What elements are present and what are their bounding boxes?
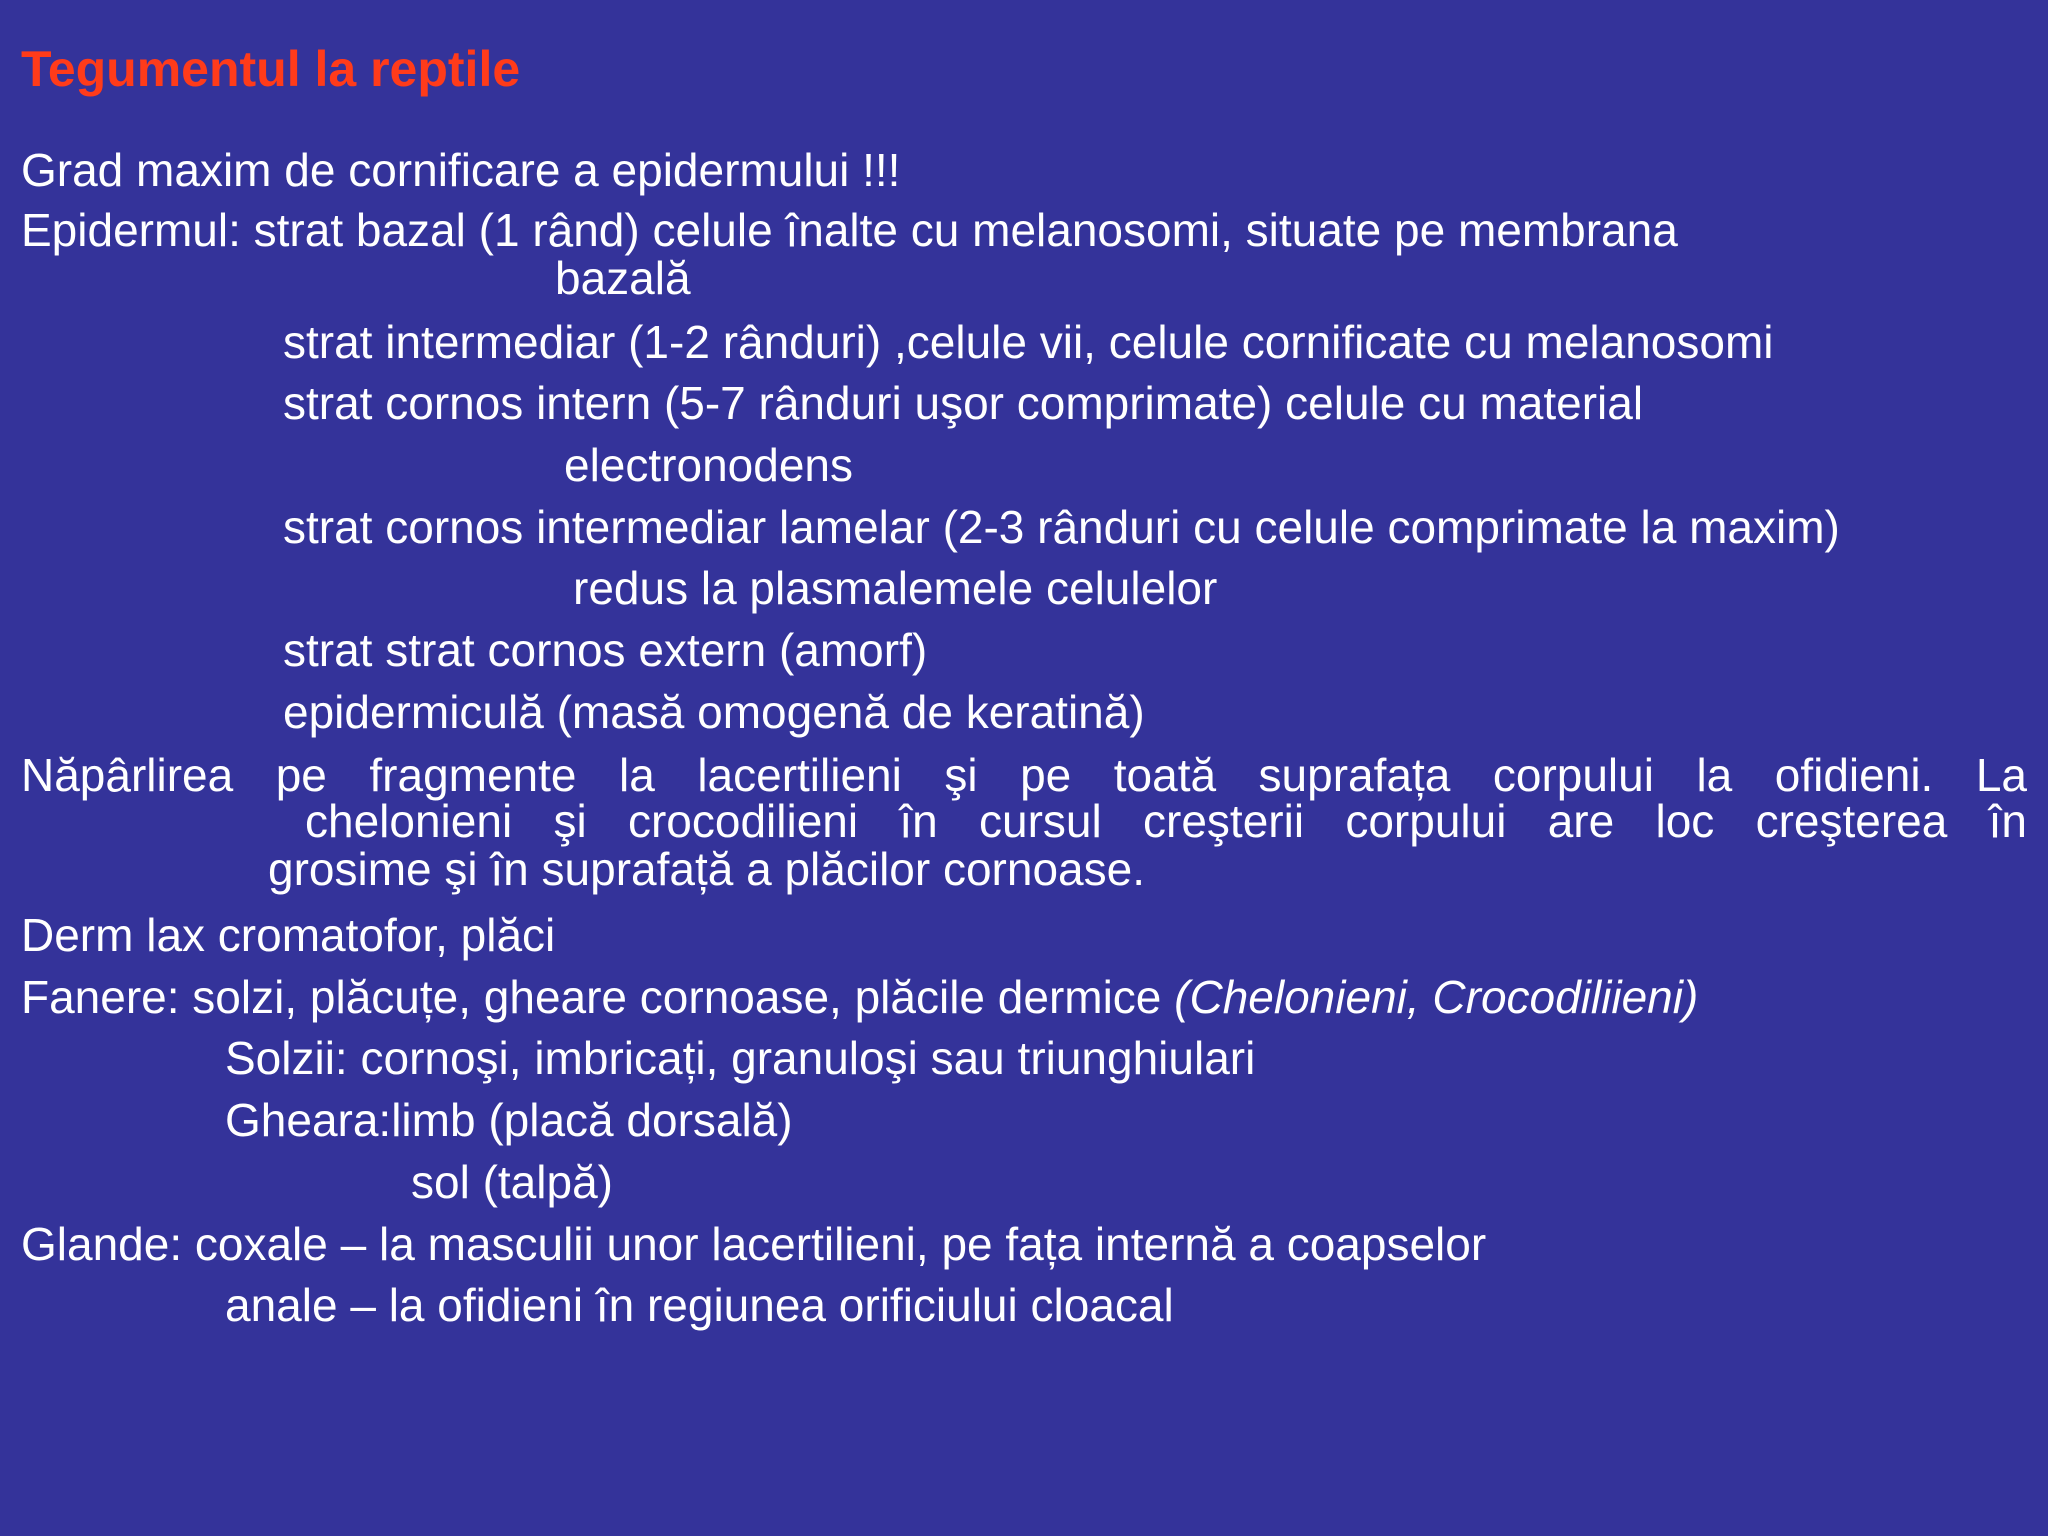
paragraph-line-3: grosime şi în suprafață a plăcilor cornoase. xyxy=(268,843,1145,895)
text-line-anale: anale – la ofidieni în regiunea orificiului cloacal xyxy=(225,1279,1174,1331)
text-line-epidermul: Epidermul: strat bazal (1 rând) celule înalte cu melanosomi, situate pe membrana xyxy=(21,204,1678,256)
text-line-sol: sol (talpă) xyxy=(411,1156,613,1208)
text-line-strat-cornos-extern: strat strat cornos extern (amorf) xyxy=(283,624,928,676)
text-line-fanere xyxy=(21,972,1698,1022)
text-line-grad-maxim: Grad maxim de cornificare a epidermului !!! xyxy=(21,144,901,196)
text-line-strat-cornos-lamelar: strat cornos intermediar lamelar (2-3 rânduri cu celule comprimate la maxim) xyxy=(283,501,1840,553)
fanere-italic: (Chelonieni, Crocodiliieni) xyxy=(1174,971,1699,1023)
paragraph-naparlirea xyxy=(21,751,2027,893)
text-line-redus: redus la plasmalemele celulelor xyxy=(573,562,1218,614)
text-line-strat-cornos-intern: strat cornos intern (5-7 rânduri uşor comprimate) celule cu material xyxy=(283,377,1644,429)
paragraph-line-2: chelonieni şi crocodilieni în cursul creşterii corpului are loc creşterea în xyxy=(305,795,2027,847)
text-line-derm: Derm lax cromatofor, plăci xyxy=(21,909,556,961)
text-line-bazala: bazală xyxy=(555,252,691,304)
text-line-gheara: Gheara:limb (placă dorsală) xyxy=(225,1094,793,1146)
text-line-glande: Glande: coxale – la masculii unor lacertilieni, pe fața internă a coapselor xyxy=(21,1218,1487,1270)
slide-title: Tegumentul la reptile xyxy=(21,41,521,97)
text-line-solzii: Solzii: cornoşi, imbricați, granuloşi sau triunghiulari xyxy=(225,1032,1256,1084)
fanere-text: Fanere: solzi, plăcuțe, gheare cornoase, plăcile dermice xyxy=(21,971,1175,1023)
text-line-electronodens: electronodens xyxy=(564,439,853,491)
text-line-strat-intermediar: strat intermediar (1-2 rânduri) ,celule vii, celule cornificate cu melanosomi xyxy=(283,316,1774,368)
paragraph-line-1: Năpârlirea pe fragmente la lacertilieni şi pe toată suprafața corpului la ofidieni. La xyxy=(21,749,2027,801)
text-line-epidermicula: epidermiculă (masă omogenă de keratină) xyxy=(283,686,1145,738)
